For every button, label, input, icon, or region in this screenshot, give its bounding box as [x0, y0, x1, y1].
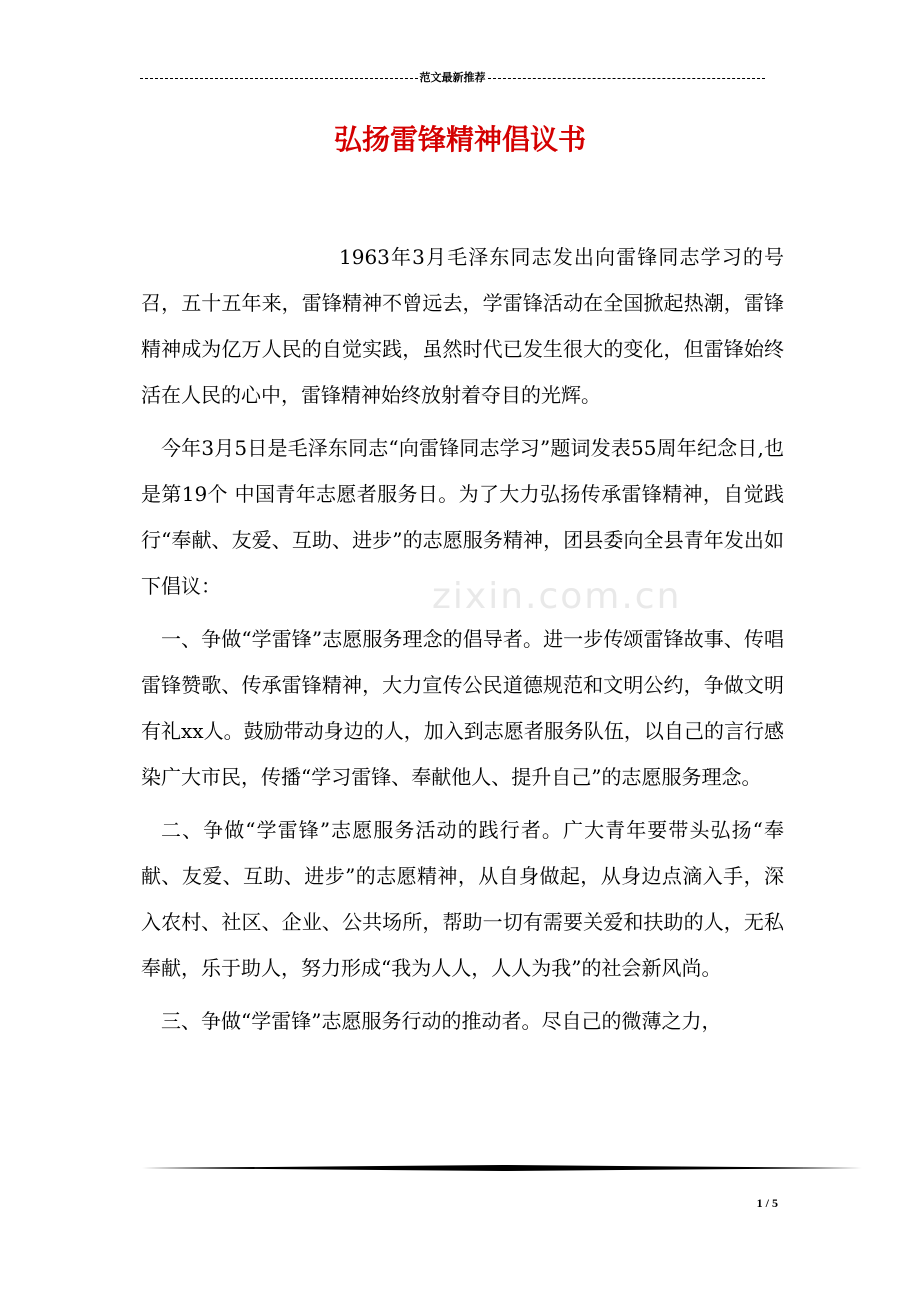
- document-body: [141, 234, 784, 1051]
- document-title: 弘扬雷锋精神倡议书: [333, 123, 586, 156]
- paragraph: 二、争做“学雷锋”志愿服务活动的践行者。广大青年要带头弘扬“奉献、友爱、互助、进步”的志愿精神，从自身做起，从身边点滴入手，深入农村、社区、企业、公共场所，帮助一切有需要关爱和扶助的人，无私奉献，乐于助人，努力形成“我为人人，人人为我”的社会新风尚。: [141, 818, 784, 980]
- paragraph: 一、争做“学雷锋”志愿服务理念的倡导者。进一步传颂雷锋故事、传唱雷锋赞歌、传承雷锋精神，大力宣传公民道德规范和文明公约，争做文明有礼xx人。鼓励带动身边的人，加入到志愿者服务队伍，以自己的言行感染广大市民，传播“学习雷锋、奉献他人、提升自己”的志愿服务理念。: [141, 627, 784, 789]
- watermark: zixin.com.cn: [432, 576, 682, 617]
- paragraph: 三、争做“学雷锋”志愿服务行动的推动者。尽自己的微薄之力，: [161, 1009, 722, 1033]
- header-dash-right: [488, 78, 766, 79]
- footer-rule: [142, 1164, 862, 1172]
- page-header: [140, 68, 765, 88]
- header-dash-left: [140, 78, 418, 79]
- header-label: 范文最新推荐: [419, 71, 486, 84]
- paragraph: 今年3月5日是毛泽东同志“向雷锋同志学习”题词发表55周年纪念日,也是第19个 中国青年志愿者服务日。为了大力弘扬传承雷锋精神，自觉践行“奉献、友爱、互助、进步”的志愿服务精神，团县委向全县青年发出如下倡议：: [141, 436, 784, 598]
- page-number: 1 / 5: [756, 1196, 778, 1210]
- paragraph: 1963年3月毛泽东同志发出向雷锋同志学习的号召，五十五年来，雷锋精神不曾远去，学雷锋活动在全国掀起热潮，雷锋精神成为亿万人民的自觉实践，虽然时代已发生很大的变化，但雷锋始终活在人民的心中，雷锋精神始终放射着夺目的光辉。: [141, 245, 784, 407]
